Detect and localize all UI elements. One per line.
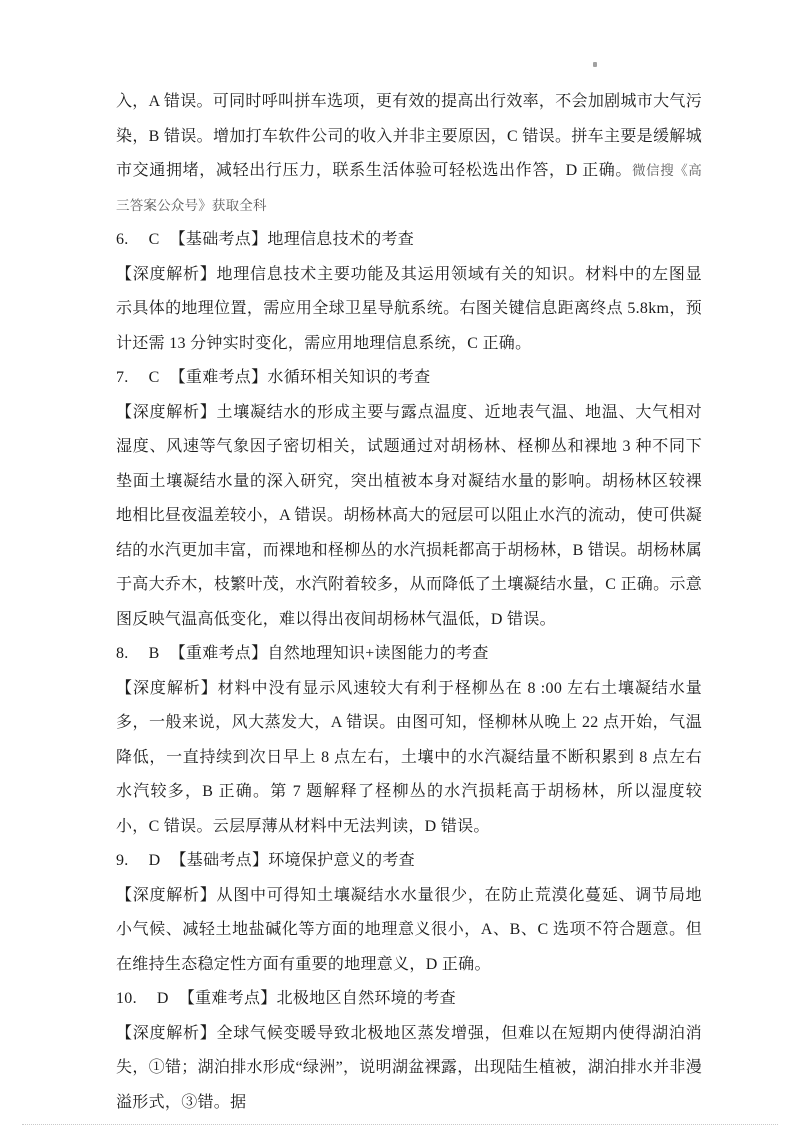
answer-content-block [116, 85, 702, 1120]
question-8-answer-letter: B [148, 645, 160, 662]
question-7-category-tag: 【重难考点】 [169, 369, 268, 386]
question-8-header [116, 637, 702, 672]
question-7-header [116, 361, 702, 396]
question-10-number: 10. [116, 990, 137, 1007]
question-8-topic: 自然地理知识+读图能力的考查 [267, 645, 489, 662]
question-10-answer-letter: D [156, 990, 169, 1007]
question-9-category-tag: 【基础考点】 [170, 852, 269, 869]
question-8-category-tag: 【重难考点】 [169, 645, 268, 662]
scan-artifact-dot [593, 62, 597, 67]
question-10-category-tag: 【重难考点】 [178, 990, 277, 1007]
question-6-category-tag: 【基础考点】 [169, 231, 268, 248]
question-6-topic: 地理信息技术的考查 [267, 231, 415, 248]
question-8-analysis: 【深度解析】材料中没有显示风速较大有利于柽柳丛在 8 :00 左右土壤凝结水量多，一般来说，风大蒸发大，A 错误。由图可知，怪柳林从晚上 22 点开始，气温降低，一直持续到次日早上 8 点左右，土壤中的水汽凝结量不断积累到 8 点左右水汽较多，B 正确。第 7 题解释了柽柳丛的水汽损耗高于胡杨林，所以湿度较小，C 错误。云层厚薄从材料中无法判读，D 错误。 [116, 679, 702, 835]
question-10-analysis: 【深度解析】全球气候变暖导致北极地区蒸发增强，但难以在短期内使得湖泊消失，①错；湖泊排水形成“绿洲”，说明湖盆裸露，出现陆生植被，湖泊排水并非漫溢形式，③错。据 [116, 1024, 702, 1111]
question-9-header [116, 844, 702, 879]
question-9-analysis: 【深度解析】从图中可得知土壤凝结水水量很少，在防止荒漠化蔓延、调节局地小气候、减轻土地盐碱化等方面的地理意义很小，A、B、C 选项不符合题意。但在维持生态稳定性方面有重要的地理意义，D 正确。 [116, 886, 702, 973]
page-bottom-dotted-line [22, 1124, 778, 1125]
answer-5-continuation-paragraph [116, 85, 702, 223]
question-9-number: 9. [116, 852, 129, 869]
question-8-number: 8. [116, 645, 129, 662]
wechat-watermark-text: 微信搜《高三答案公众号》获取全科 [116, 163, 703, 213]
answer-5-continuation-text: 入，A 错误。可同时呼叫拼车选项，更有效的提高出行效率，不会加剧城市大气污染，B 错误。增加打车软件公司的收入并非主要原因，C 错误。拼车主要是缓解城市交通拥堵，减轻出行压力，联系生活体验可轻松选出作答，D 正确。 [116, 93, 702, 179]
question-7-answer-letter: C [148, 369, 160, 386]
question-9-topic: 环境保护意义的考查 [268, 852, 415, 869]
question-6-answer-letter: C [148, 231, 160, 248]
question-10-topic: 北极地区自然环境的考查 [276, 990, 456, 1007]
question-6-analysis: 【深度解析】地理信息技术主要功能及其运用领域有关的知识。材料中的左图显示具体的地理位置，需应用全球卫星导航系统。右图关键信息距离终点 5.8km，预计还需 13 分钟实时变化，需应用地理信息系统，C 正确。 [116, 265, 702, 352]
question-7-topic: 水循环相关知识的考查 [267, 369, 431, 386]
question-7-analysis: 【深度解析】土壤凝结水的形成主要与露点温度、近地表气温、地温、大气相对湿度、风速等气象因子密切相关，试题通过对胡杨林、柽柳丛和裸地 3 种不同下垫面土壤凝结水量的深入研究，突出植被本身对凝结水量的影响。胡杨林区较裸地相比昼夜温差较小，A 错误。胡杨林高大的冠层可以阻止水汽的流动，使可供凝结的水汽更加丰富，而裸地和柽柳丛的水汽损耗都高于胡杨林，B 错误。胡杨林属于高大乔木，枝繁叶茂，水汽附着较多，从而降低了土壤凝结水量，C 正确。示意图反映气温高低变化，难以得出夜间胡杨林气温低，D 错误。 [116, 403, 702, 628]
question-9-answer-letter: D [148, 852, 161, 869]
question-7-number: 7. [116, 369, 129, 386]
question-6-header [116, 223, 702, 258]
question-6-number: 6. [116, 231, 129, 248]
question-10-header [116, 982, 702, 1017]
